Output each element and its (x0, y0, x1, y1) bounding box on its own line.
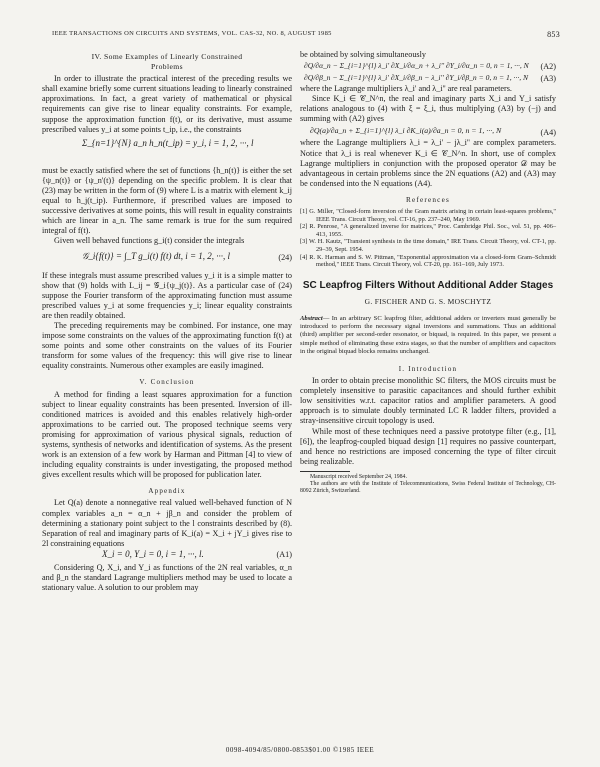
paper-authors: G. FISCHER AND G. S. MOSCHYTZ (364, 296, 492, 306)
footnote-divider (300, 471, 350, 472)
introduction-paragraph-1: In order to obtain precise monolithic SC filters, the MOS circuits must be completely insensitive to parasitic capacitances and should further exhibit low sensitivities w.r.t. capacitor ratios and amplifier parameters. A good approach is to simulate doubly terminated LC R ladder filters, provided a stray-insensitive circuit topology is used. (300, 376, 556, 426)
equation-a2-number: (A2) (540, 62, 556, 72)
section-4-paragraph-5: The preceding requirements may be combined. For instance, one may impose some constraints on the values of the approximating function f(t) at some points and some other constraints on the values of its Fourier transform for some values of the frequency: this will give rise to linear equality constraints. Numerous other examples are easily imagined. (42, 320, 292, 371)
equation-23 (42, 135, 292, 166)
footnote-affiliation: The authors are with the Institute of Telecommunications, Swiss Federal Institute of Technology, CH-8092 Zürich, Switzerland. (300, 480, 556, 494)
reference-item: [1] G. Miller, "Closed-form inversion of the Gram matrix arising in certain least-squares problems," IEEE Trans. Circuit Theory, vol. CT-16, pp. 237–240, May 1969. (300, 208, 556, 223)
equation-a1 (42, 549, 292, 563)
abstract-text: — In an arbitrary SC leapfrog filter, additional adders or inverters must generally be introduced to perform the necessary signal inversions and summations. Thus an additional (third) amplifier per second-order resonator, or biquad, is required. In this paper, we present a simple method of eliminating these extra stages, so that the number of amplifiers and capacitors in the original biquad blocks remains unchanged. (300, 314, 556, 355)
equation-24-number: (24) (278, 252, 292, 262)
reference-item: [4] R. K. Harman and S. W. Pittman, "Exponential approximation via a closed-form Gram–Schmidt method," IEEE Trans. Circuit Theory, vol. CT-20, pp. 161–169, July 1973. (300, 253, 556, 269)
section-4-title-line1: IV. Some Examples of Linearly Constrained (91, 52, 243, 61)
equation-a4 (300, 124, 556, 138)
equation-a4-body: ∂Q(a)/∂a_n + Σ_{i=1}^{l} λ_i ∂K_i(a)/∂a_n = 0, n = 1, ···, N (310, 126, 502, 136)
appendix-heading: Appendix (148, 487, 186, 496)
reference-item: [3] W. H. Kautz, "Transient synthesis in the time domain," IRE Trans. Circuit Theory, vol. CT-1, pp. 29–39, Sept. 1954. (300, 238, 556, 253)
appendix-paragraph-5: where the Lagrange multipliers λ_i = λ_i' − jλ_i'' are complex parameters. Notice that λ_i is real whenever K_i ∈ 𝒞_N^n. In short, use of complex Lagrange multipliers in conjunction with the proposed operator 𝒟 may be advantageous in certain problems since the 2N equations (A2) and (A3) may be condensed into the N equations (A4). (300, 138, 556, 188)
conclusion-paragraph: A method for finding a least squares approximation for a function subject to linear equality constraints has been presented. Inversion of ill-conditioned matrices is avoided and this enables relatively high-order approximations to be carried out. The proposed technique seems very promising for approximation of various physical signals, reduction of systems, synthesis of networks and identification of systems. As the present work is an extension of a few work by Harman and Pittman [4] to view of including equality constraints is under investigating, the proposed method gives excellent results which will be proposed for publication later. (42, 389, 292, 480)
appendix-paragraph-4: Since K_i ∈ 𝒞_N^n, the real and imaginary parts X_i and Y_i satisfy relations analogous to (4) with ξ = ξ_i, thus multiplying (A3) by (−j) and summing with (A2) gives (300, 94, 556, 124)
abstract-label: Abstract (300, 314, 323, 322)
appendix-paragraph-1: Let Q(a) denote a nonnegative real valued well-behaved function of N complex variables a_n = α_n + jβ_n and consider the problem of determining a stationary point subject to the l constraints described by (8). Separation of real and imaginary parts of K_i(a) = X_i + jY_i gives rise to 2l constraining equations (42, 498, 292, 548)
section-4-paragraph-4: If these integrals must assume prescribed values y_i it is a simple matter to show that (9) holds with L_ij = 𝒢_i{ψ_j(t)}. As a particular case of (24) suppose the Fourier transform of the approximating function must assume prescribed values y_i at some frequencies y_i; linear equality constraints are then readily obtained. (42, 270, 292, 320)
equation-a1-body: X_i = 0, Y_i = 0, i = 1, ···, l. (102, 548, 204, 559)
section-4-paragraph-2: must be exactly satisfied where the set of functions {h_n(t)} is either the set {ψ_n(t)} or {ψ_n'(t)} depending on the specific problem. It is clear that (23) may be written in the form of (9) where L is a matrix with element k_ij equal to h_j(t_ip). Furthermore, if prescribed values are imposed to successive derivatives at some points, this will result in equality constraints which are linear in a_n. The same remark is true for the sum required integral of f(t). (42, 165, 292, 236)
section-4-paragraph-3: Given well behaved functions g_i(t) consider the integrals (54, 236, 245, 246)
equation-a2 (300, 60, 556, 72)
equation-a3-line1: ∂Q/∂β_n − Σ_{i=1}^{l} λ_i' ∂X_i/∂β_n − λ_i'' ∂Y_i/∂β_n = 0, n = 1, ···, N (304, 73, 529, 83)
equation-a1-number: (A1) (276, 549, 292, 559)
equation-a4-number: (A4) (540, 128, 556, 138)
section-5-heading: V. Conclusion (139, 378, 195, 387)
running-header (52, 30, 560, 37)
copyright-footer: 0098-4094/85/0800-0853$01.00 ©1985 IEEE (225, 746, 375, 754)
reference-list (300, 208, 556, 269)
equation-a3 (300, 72, 556, 84)
equation-a2-line1: ∂Q/∂α_n − Σ_{i=1}^{l} λ_i' ∂X_i/∂α_n + λ_i'' ∂Y_i/∂α_n = 0, n = 1, ···, N (304, 61, 529, 71)
section-4-heading (42, 52, 292, 72)
introduction-paragraph-2: While most of these techniques need a passive prototype filter (e.g., [1], [6]), the leapfrog-coupled biquad design [1] requires no passive counterpart, and hence no restrictions are imposed concerning the type of filter circuit being realizable. (300, 426, 556, 466)
paper-title: SC Leapfrog Filters Without Additional Adder Stages (302, 279, 554, 291)
appendix-continuation: be obtained by solving simultaneously (300, 50, 426, 59)
journal-header-text: IEEE TRANSACTIONS ON CIRCUITS AND SYSTEMS, VOL. CAS-32, NO. 8, AUGUST 1985 (52, 30, 332, 37)
section-4-title-line2: Problems (151, 62, 183, 72)
page-number: 853 (547, 30, 560, 39)
equation-24 (42, 247, 292, 271)
references-heading: References (406, 195, 450, 204)
footnote-received: Manuscript received September 24, 1984. (310, 473, 407, 480)
abstract (300, 315, 556, 356)
equation-24-body: 𝒢_i{f(t)} = ∫_T g_i(t) f(t) dt, i = 1, 2, ···, l (82, 250, 231, 261)
introduction-heading: I. Introduction (398, 364, 458, 373)
equation-a3-number: (A3) (540, 74, 556, 84)
appendix-paragraph-3: where the Lagrange multipliers λ_i' and λ_i'' are real parameters. (300, 84, 512, 94)
right-column (300, 50, 556, 495)
section-4-paragraph-1: In order to illustrate the practical interest of the preceding results we shall examine briefly some current situations leading to linearly constrained approximations. In fact, a great variety of mathematical or physical requirements can give rise to linear equality constraints. For example, suppose the approximation function f(t), or its derivative, must assume prescribed values y_i at some points t_ip, i.e., the constraints (42, 74, 292, 134)
reference-item: [2] R. Penrose, "A generalized inverse for matrices," Proc. Cambridge Phil. Soc., vol. 51, pp. 406–413, 1955. (300, 223, 556, 238)
appendix-paragraph-2: Considering Q, X_i, and Y_i as functions of the 2N real variables, α_n and β_n the standard Lagrange multipliers method may be used to locate a stationary value. A solution to our problem may (42, 562, 292, 593)
left-column (42, 50, 292, 593)
equation-23-body: Σ_{n=1}^{N} a_n h_n(t_ip) = y_i, i = 1, 2, ···, l (82, 137, 254, 148)
